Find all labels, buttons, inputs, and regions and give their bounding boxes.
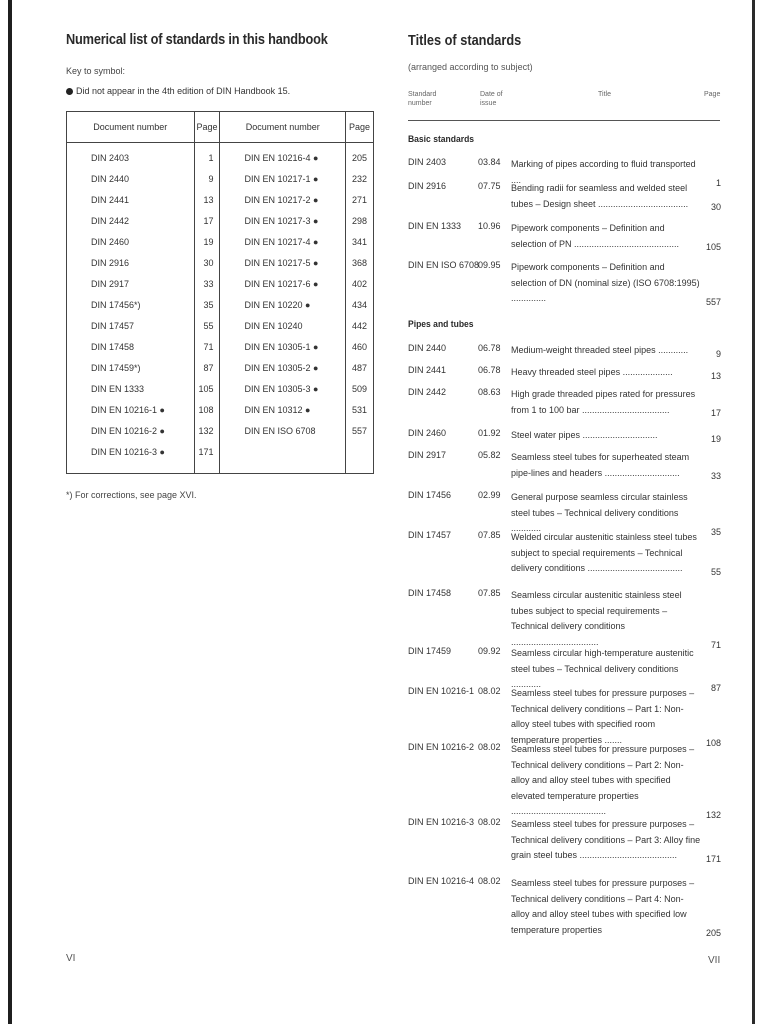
page-number: 434 [351,300,367,310]
left-page-heading: Numerical list of standards in this handbook [66,32,328,48]
standard-page: 171 [705,854,721,864]
key-to-symbol-label: Key to symbol: [66,66,126,76]
standard-title: Seamless steel tubes for pressure purposes – Technical delivery conditions – Part 4: Non-alloy and alloy steel tubes with specified low temperature properties [511,878,695,935]
page-number: 108 [198,405,214,415]
issue-date: 07.85 [478,588,501,598]
issue-date: 03.84 [478,157,501,167]
document-number: DIN EN 10305-1 ● [244,342,319,352]
page-number: 33 [203,279,214,289]
standard-number: DIN 2441 [408,365,447,375]
standard-entry [408,365,723,381]
standard-number: DIN 17456 [408,490,452,500]
standard-number: DIN EN 10216-2 [408,742,475,752]
issue-date: 09.95 [478,260,501,270]
issue-date: 02.99 [478,490,501,500]
document-number: DIN EN 10217-3 ● [244,216,319,226]
document-number: DIN EN 1333 [91,384,145,394]
issue-date: 09.92 [478,646,501,656]
standard-number: DIN 2916 [408,181,447,191]
issue-date: 06.78 [478,343,501,353]
page-number: 442 [351,321,367,331]
document-number: DIN 2916 [91,258,130,268]
page-number: 368 [351,258,367,268]
standard-entry [408,817,723,864]
standard-number: DIN 17457 [408,530,452,540]
page-number: 55 [203,321,214,331]
page-number: 35 [203,300,214,310]
document-number: DIN EN 10312 ● [244,405,311,415]
page-number: 19 [203,237,214,247]
document-number: DIN EN 10220 ● [244,300,311,310]
standard-number: DIN EN 10216-4 [408,876,475,886]
document-number: DIN EN 10216-1 ● [91,405,165,415]
document-number: DIN EN 10216-3 ● [91,447,165,457]
page-number: 105 [198,384,214,394]
page-number: 509 [351,384,367,394]
page-number: 132 [198,426,214,436]
document-number: DIN 2460 [91,237,130,247]
document-number: DIN EN 10305-2 ● [244,363,319,373]
standard-page: 19 [710,434,721,444]
page-number-left: VI [66,953,76,964]
standard-number: DIN 17459 [408,646,452,656]
page-number: 9 [208,174,214,184]
standard-entry [408,260,723,307]
page-number: 341 [351,237,367,247]
page-number-list [195,143,220,466]
standard-entry [408,343,723,359]
page-number: 205 [351,153,367,163]
standard-number: DIN EN ISO 6708 [408,260,480,270]
standard-entry [408,428,723,444]
document-number: DIN 2440 [91,174,130,184]
standard-page: 557 [705,297,721,307]
page-number: 557 [351,426,367,436]
standard-entry [408,450,723,481]
standard-number: DIN 2917 [408,450,447,460]
issue-date: 07.85 [478,530,501,540]
document-number: DIN EN 10217-2 ● [244,195,319,205]
page-number: 460 [351,342,367,352]
standard-page: 132 [705,810,721,820]
section-heading: Basic standards [408,134,475,145]
document-number: DIN EN 10216-2 ● [91,426,165,436]
column-documents-2 [220,143,346,474]
page-number: 531 [351,405,367,415]
document-number: DIN 2441 [91,195,130,205]
standard-number: DIN 2440 [408,343,447,353]
column-header-standard-number: Standard number [408,91,437,107]
standard-number: DIN 2442 [408,387,447,397]
standard-page: 33 [710,471,721,481]
page-number: 232 [351,174,367,184]
standard-number: DIN EN 1333 [408,221,462,231]
document-number: DIN 2917 [91,279,130,289]
issue-date: 01.92 [478,428,501,438]
standard-number: DIN 17458 [408,588,452,598]
document-number: DIN 17459*) [91,363,141,373]
standard-title: Seamless steel tubes for pressure purposes – Technical delivery conditions – Part 3: Alloy fine grain steel tubes ....................................... [511,819,701,860]
standard-title: Pipework components – Definition and selection of PN .......................................... [511,223,680,249]
page-number: 87 [203,363,214,373]
issue-date: 08.02 [478,686,501,696]
issue-date: 10.96 [478,221,501,231]
standard-title: General purpose seamless circular stainless steel tubes – Technical delivery conditions ............ [511,492,688,533]
standard-title: Seamless circular austenitic stainless steel tubes subject to special requirements – Technical delivery conditions ................................... [511,590,682,647]
column-pages-2 [346,143,374,474]
standard-page: 1 [715,178,721,188]
header-document-number-2: Document number [220,112,346,143]
column-header-page: Page [704,91,721,98]
standard-page: 105 [705,242,721,252]
standard-title: Welded circular austenitic stainless steel tubes subject to special requirements – Technical delivery conditions ...................................... [511,532,697,573]
table-body-row [67,143,374,474]
standard-title: Seamless steel tubes for superheated steam pipe-lines and headers .............................. [511,452,690,478]
document-number: DIN EN 10217-6 ● [244,279,319,289]
standard-title: Marking of pipes according to fluid transported .... [511,159,696,185]
standard-page: 9 [715,349,721,359]
standard-number: DIN EN 10216-1 [408,686,475,696]
standard-title: Seamless circular high-temperature austenitic steel tubes – Technical delivery conditions ............ [511,648,694,689]
page-number: 71 [203,342,214,352]
document-number: DIN 17456*) [91,300,141,310]
numerical-list-table [66,111,374,474]
document-number: DIN 2403 [91,153,130,163]
header-rule [408,120,720,121]
standard-entry [408,221,723,252]
document-number: DIN EN ISO 6708 [244,426,316,436]
standard-entry [408,876,723,938]
standard-number: DIN 2460 [408,428,447,438]
standard-page: 71 [710,640,721,650]
right-page-heading: Titles of standards [408,33,522,49]
column-pages-1 [194,143,220,474]
footnote: *) For corrections, see page XVI. [66,490,197,500]
column-header-date-of-issue: Date of issue [480,91,503,107]
document-number-list [67,143,194,466]
header-document-number-1: Document number [67,112,195,143]
document-number: DIN EN 10240 [244,321,303,331]
document-number: DIN 17458 [91,342,135,352]
document-number-list [220,143,345,445]
standard-entry [408,588,723,650]
issue-date: 08.02 [478,742,501,752]
page-number-right: VII [708,955,721,966]
right-page-subtitle: (arranged according to subject) [408,62,533,72]
bullet-dot-icon [66,88,73,95]
issue-date: 08.02 [478,876,501,886]
standard-title: Seamless steel tubes for pressure purposes – Technical delivery conditions – Part 2: Non-alloy and alloy steel tubes with specified elevated temperature properties ...................................... [511,744,695,816]
standard-page: 205 [705,928,721,938]
document-number: DIN EN 10216-4 ● [244,153,319,163]
standard-page: 35 [710,527,721,537]
issue-date: 08.02 [478,817,501,827]
section-heading: Pipes and tubes [408,319,474,330]
issue-date: 06.78 [478,365,501,375]
page-number: 171 [198,447,214,457]
standard-page: 13 [710,371,721,381]
issue-date: 08.63 [478,387,501,397]
page-number-list [346,143,373,445]
standard-entry [408,181,723,212]
standard-title: Heavy threaded steel pipes .................... [511,367,673,377]
page-number: 1 [208,153,214,163]
standard-page: 55 [710,567,721,577]
page-edge-shadow-right [752,0,755,1024]
header-page-1: Page [194,112,220,143]
standard-title: Pipework components – Definition and selection of DN (nominal size) (ISO 6708:1995) .............. [511,262,700,303]
key-note-text: Did not appear in the 4th edition of DIN Handbook 15. [76,86,291,96]
standard-title: High grade threaded pipes rated for pressures from 1 to 100 bar ................................... [511,389,696,415]
standard-title: Steel water pipes .............................. [511,430,658,440]
standard-title: Seamless steel tubes for pressure purposes – Technical delivery conditions – Part 1: Non-alloy steel tubes with specified room temperature properties ....... [511,688,695,745]
page-number: 271 [351,195,367,205]
document-number: DIN EN 10217-4 ● [244,237,319,247]
standard-page: 17 [710,408,721,418]
page-number: 402 [351,279,367,289]
standard-page: 87 [710,683,721,693]
page-number: 298 [351,216,367,226]
document-number: DIN 2442 [91,216,130,226]
page-edge-shadow-left [8,0,12,1024]
column-header-title: Title [598,91,611,98]
document-number: DIN EN 10217-1 ● [244,174,319,184]
document-number: DIN 17457 [91,321,135,331]
standard-page: 108 [705,738,721,748]
issue-date: 05.82 [478,450,501,460]
document-number: DIN EN 10217-5 ● [244,258,319,268]
table-header-row [67,112,374,143]
standard-number: DIN EN 10216-3 [408,817,475,827]
key-note [66,86,290,96]
page-number: 17 [203,216,214,226]
standard-title: Bending radii for seamless and welded steel tubes – Design sheet .................................... [511,183,689,209]
standard-entry [408,686,723,748]
page-number: 13 [203,195,214,205]
standard-page: 30 [710,202,721,212]
page-number: 30 [203,258,214,268]
column-documents-1 [67,143,195,474]
document-number: DIN EN 10305-3 ● [244,384,319,394]
standard-entry [408,742,723,820]
issue-date: 07.75 [478,181,501,191]
page-number: 487 [351,363,367,373]
standard-entry [408,387,723,418]
header-page-2: Page [346,112,374,143]
standard-number: DIN 2403 [408,157,447,167]
standard-title: Medium-weight threaded steel pipes ............ [511,345,689,355]
standard-entry [408,530,723,577]
